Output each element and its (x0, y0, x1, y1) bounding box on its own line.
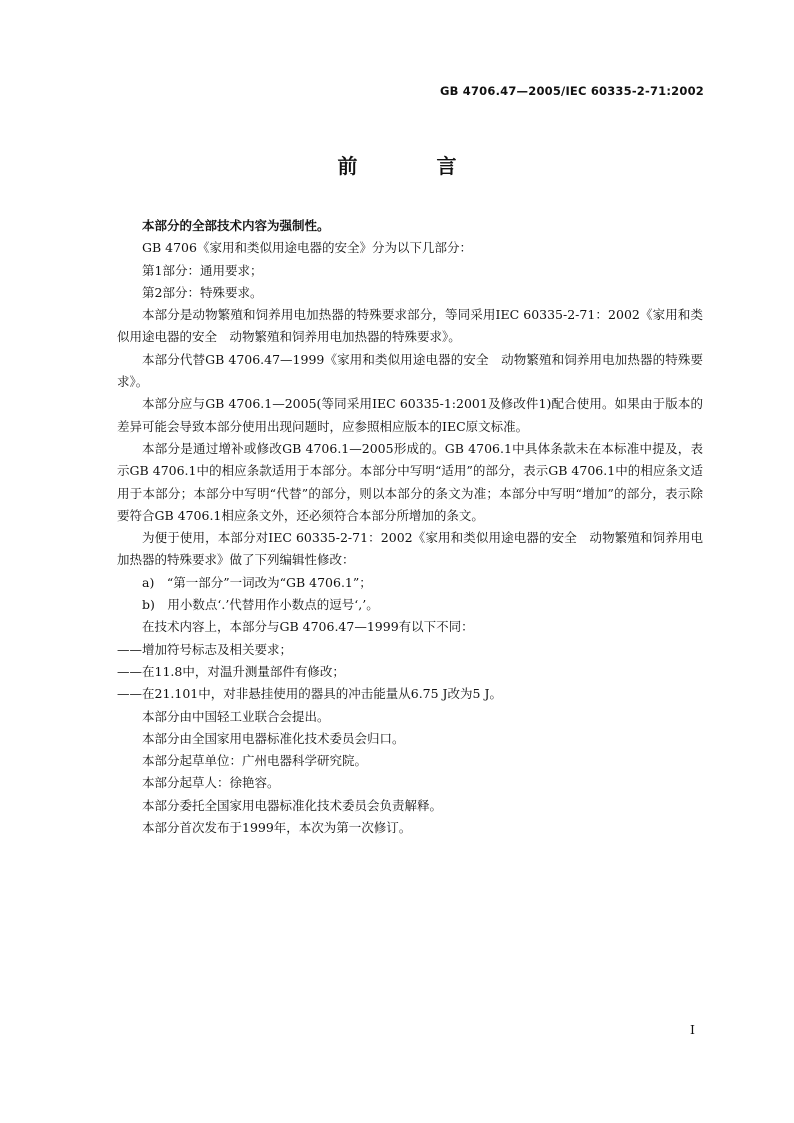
paragraph: 本部分代替GB 4706.47—1999《家用和类似用途电器的安全 动物繁殖和饲养用电加热器的特殊要求》。 (117, 351, 703, 390)
paragraph: GB 4706《家用和类似用途电器的安全》分为以下几部分： (142, 240, 472, 256)
paragraph: 本部分应与GB 4706.1—2005(等同采用IEC 60335-1:2001及修改件1)配合使用。如果由于版本的差异可能会导致本部分使用出现问题时，应参照相应版本的IEC原文标准。 (117, 396, 703, 434)
page-number: I (690, 1022, 695, 1037)
paragraph: 第1部分：通用要求； (142, 262, 263, 278)
standard-number: GB 4706.47—2005/IEC 60335-2-71:2002 (439, 84, 704, 98)
paragraph: 本部分首次发布于1999年，本次为第一次修订。 (142, 820, 412, 836)
paragraph-mandatory-statement: 本部分的全部技术内容为强制性。 (142, 218, 330, 233)
paragraph: 本部分是通过增补或修改GB 4706.1—2005形成的。GB 4706.1中具体条款未在本标准中提及，表示GB 4706.1中的相应条款适用于本部分。本部分中写明“适用”的部分，表示GB 4706.1中的相应条文适用于本部分；本部分中写明“代替”的部分，则以本部分的条文为准；本部分中写明“增加”的部分，表示除要符合GB 4706.1相应条文外，还必须符合本部分所增加的条文。 (117, 440, 703, 523)
paragraph: 本部分是动物繁殖和饲养用电加热器的特殊要求部分，等同采用IEC 60335-2-71：2002《家用和类似用途电器的安全 动物繁殖和饲养用电加热器的特殊要求》。 (117, 307, 703, 345)
paragraph: 本部分由全国家用电器标准化技术委员会归口。 (142, 730, 405, 746)
page-title: 前 言 (337, 154, 493, 178)
paragraph: 本部分起草人：徐艳容。 (142, 775, 280, 791)
paragraph: 为便于使用，本部分对IEC 60335-2-71：2002《家用和类似用途电器的安全 动物繁殖和饲养用电加热器的特殊要求》做了下列编辑性修改： (117, 530, 703, 568)
foreword-body (117, 215, 703, 839)
paragraph: 在技术内容上，本部分与GB 4706.47—1999有以下不同： (142, 619, 474, 635)
paragraph: 本部分委托全国家用电器标准化技术委员会负责解释。 (142, 797, 443, 813)
paragraph: 第2部分：特殊要求。 (142, 284, 263, 300)
list-item: b) 用小数点‘.’代替用作小数点的逗号‘,’。 (142, 597, 379, 613)
list-item: a) “第一部分”一词改为“GB 4706.1”； (142, 574, 372, 590)
paragraph: 本部分由中国轻工业联合会提出。 (142, 708, 330, 724)
list-item: ——在11.8中，对温升测量部件有修改； (117, 663, 345, 679)
list-item: ——在21.101中，对非悬挂使用的器具的冲击能量从6.75 J改为5 J。 (117, 686, 502, 702)
list-item: ——增加符号标志及相关要求； (117, 641, 293, 657)
paragraph: 本部分起草单位：广州电器科学研究院。 (142, 753, 368, 769)
